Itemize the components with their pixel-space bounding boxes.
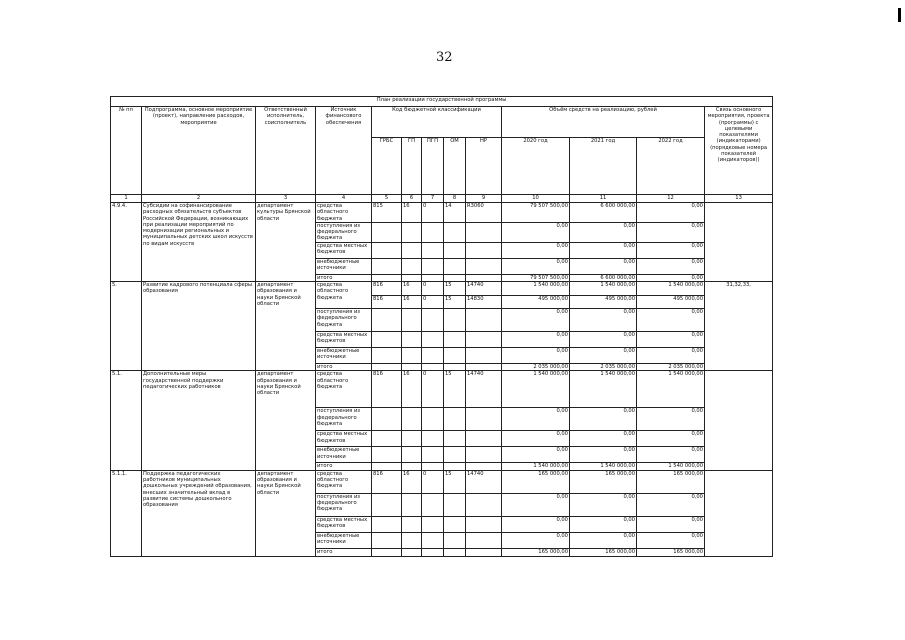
- source-obl: средства областного бюджета: [316, 371, 372, 408]
- value-2021: 0,00: [570, 222, 637, 242]
- code-empty: [372, 431, 402, 447]
- indicator-cell: [705, 371, 773, 470]
- total-2022: 2 035 000,00: [637, 364, 705, 371]
- row-responsible: департамент образования и науки Брянской области: [256, 371, 316, 470]
- source-mest: средства местных бюджетов: [316, 242, 372, 258]
- value-2020: 0,00: [502, 516, 570, 532]
- code-empty: [372, 548, 402, 556]
- value-2020: 0,00: [502, 431, 570, 447]
- code-grbs: 815: [372, 203, 402, 223]
- code-empty: [444, 348, 466, 364]
- code-empty: [402, 431, 422, 447]
- row-number: 5.1.1.: [111, 470, 142, 556]
- code-empty: [402, 222, 422, 242]
- col-header-kbk: Код бюджетной классификации: [372, 107, 502, 138]
- page-number: 32: [436, 50, 453, 65]
- col-number: 6: [402, 195, 422, 203]
- code-empty: [402, 463, 422, 470]
- code-empty: [372, 332, 402, 348]
- value-2022: 0,00: [637, 516, 705, 532]
- code-empty: [466, 548, 502, 556]
- code-empty: [444, 447, 466, 463]
- value-2022: 0,00: [637, 242, 705, 258]
- col-number: 4: [316, 195, 372, 203]
- code-gp: 16: [402, 470, 422, 493]
- code-empty: [422, 493, 444, 516]
- code-empty: [444, 222, 466, 242]
- value-2021: 0,00: [570, 493, 637, 516]
- table-row: [111, 470, 773, 493]
- row-program-name: Поддержка педагогических работников муниципальных дошкольных учреждений образования, внесших значительный вклад в развитие системы дошкольного образования: [142, 470, 256, 556]
- code-grbs: 816: [372, 371, 402, 408]
- source-vne: внебюджетные источники: [316, 532, 372, 548]
- row-responsible: департамент образования и науки Брянской области: [256, 282, 316, 371]
- code-empty: [422, 348, 444, 364]
- value-2021: 0,00: [570, 348, 637, 364]
- value-2020: 0,00: [502, 348, 570, 364]
- value-2021: 165 000,00: [570, 470, 637, 493]
- code-empty: [372, 274, 402, 281]
- value-2022: 0,00: [637, 431, 705, 447]
- code-gp: 16: [402, 282, 422, 296]
- table-row: [111, 282, 773, 296]
- col-header-no: № пп: [111, 107, 142, 195]
- value-2022: 0,00: [637, 447, 705, 463]
- col-number: 9: [466, 195, 502, 203]
- code-empty: [422, 532, 444, 548]
- code-grbs: 816: [372, 282, 402, 296]
- code-empty: [444, 516, 466, 532]
- value-2022: 1 540 000,00: [637, 371, 705, 408]
- code-empty: [422, 548, 444, 556]
- value-2020: 0,00: [502, 493, 570, 516]
- row-responsible: департамент образования и науки Брянской области: [256, 470, 316, 556]
- value-2021: 0,00: [570, 258, 637, 274]
- code-nr: R3060: [466, 203, 502, 223]
- code-empty: [444, 364, 466, 371]
- source-itogo: итого: [316, 548, 372, 556]
- code-empty: [372, 447, 402, 463]
- col-number: 1: [111, 195, 142, 203]
- code-empty: [466, 516, 502, 532]
- row-responsible: департамент культуры Брянской области: [256, 203, 316, 282]
- code-empty: [422, 332, 444, 348]
- code-nr: 14740: [466, 371, 502, 408]
- code-empty: [466, 408, 502, 431]
- source-vne: внебюджетные источники: [316, 258, 372, 274]
- col-header-2021: 2021 год: [570, 138, 637, 195]
- code-empty: [444, 548, 466, 556]
- code-empty: [402, 516, 422, 532]
- col-number: 8: [444, 195, 466, 203]
- code-empty: [422, 309, 444, 332]
- value-2022: 0,00: [637, 332, 705, 348]
- source-fed: поступления из федерального бюджета: [316, 493, 372, 516]
- code-empty: [444, 274, 466, 281]
- value-2021: 0,00: [570, 516, 637, 532]
- total-2022: 165 000,00: [637, 548, 705, 556]
- code-empty: [466, 463, 502, 470]
- code-empty: [444, 242, 466, 258]
- total-2020: 79 507 500,00: [502, 274, 570, 281]
- code-empty: [466, 274, 502, 281]
- code-empty: [402, 532, 422, 548]
- code-grbs: 816: [372, 470, 402, 493]
- code-empty: [422, 463, 444, 470]
- program-plan-table: [110, 96, 773, 557]
- row-number: 5.: [111, 282, 142, 371]
- total-2020: 1 540 000,00: [502, 463, 570, 470]
- col-number: 13: [705, 195, 773, 203]
- code-empty: [402, 309, 422, 332]
- value-2020: 495 000,00: [502, 296, 570, 309]
- value-2022: 0,00: [637, 222, 705, 242]
- value-2021: 0,00: [570, 408, 637, 431]
- row-program-name: Развитие кадрового потенциала сферы образования: [142, 282, 256, 371]
- code-pgp: 0: [422, 470, 444, 493]
- code-empty: [466, 258, 502, 274]
- code-empty: [444, 309, 466, 332]
- col-header-program: Подпрограмма, основное мероприятие (проект), направление расходов, мероприятие: [142, 107, 256, 195]
- col-number: 7: [422, 195, 444, 203]
- code-gp: 16: [402, 371, 422, 408]
- code-empty: [466, 348, 502, 364]
- table-row: [111, 203, 773, 223]
- code-om: 15: [444, 470, 466, 493]
- col-number: 3: [256, 195, 316, 203]
- code-empty: [444, 258, 466, 274]
- code-empty: [372, 532, 402, 548]
- code-empty: [422, 516, 444, 532]
- value-2020: 165 000,00: [502, 470, 570, 493]
- value-2022: 0,00: [637, 493, 705, 516]
- total-2021: 2 035 000,00: [570, 364, 637, 371]
- code-empty: [402, 258, 422, 274]
- col-header-2022: 2022 год: [637, 138, 705, 195]
- code-empty: [422, 222, 444, 242]
- source-itogo: итого: [316, 463, 372, 470]
- value-2021: 1 540 000,00: [570, 371, 637, 408]
- col-header-responsible: Ответственный исполнитель, соисполнитель: [256, 107, 316, 195]
- code-empty: [402, 242, 422, 258]
- value-2020: 0,00: [502, 532, 570, 548]
- code-empty: [444, 408, 466, 431]
- col-header-source: Источник финансового обеспечения: [316, 107, 372, 195]
- code-empty: [372, 222, 402, 242]
- code-empty: [444, 431, 466, 447]
- col-number: 11: [570, 195, 637, 203]
- source-mest: средства местных бюджетов: [316, 431, 372, 447]
- code-empty: [466, 222, 502, 242]
- value-2022: 0,00: [637, 532, 705, 548]
- col-header-grbs: ГРБС: [372, 138, 402, 195]
- code-empty: [402, 274, 422, 281]
- code-empty: [372, 516, 402, 532]
- code-empty: [402, 348, 422, 364]
- total-2020: 165 000,00: [502, 548, 570, 556]
- code-empty: [422, 364, 444, 371]
- value-2021: 0,00: [570, 242, 637, 258]
- row-program-name: Субсидии на софинансирование расходных обязательств субъектов Российской Федерации, возникающих при реализации мероприятий по модернизации региональных и муниципальных детских школ искусств по видам искусств: [142, 203, 256, 282]
- code-empty: [466, 447, 502, 463]
- code-empty: [466, 532, 502, 548]
- value-2022: 0,00: [637, 203, 705, 223]
- value-2020: 0,00: [502, 258, 570, 274]
- code-empty: [466, 493, 502, 516]
- code-empty: [372, 258, 402, 274]
- value-2020: 0,00: [502, 242, 570, 258]
- code-empty: [372, 348, 402, 364]
- code-empty: [466, 309, 502, 332]
- value-2022: 0,00: [637, 258, 705, 274]
- code-gp: 16: [402, 296, 422, 309]
- code-empty: [444, 493, 466, 516]
- code-empty: [372, 309, 402, 332]
- value-2021: 0,00: [570, 431, 637, 447]
- col-header-om: ОМ: [444, 138, 466, 195]
- value-2021: 6 600 000,00: [570, 203, 637, 223]
- total-2022: 0,00: [637, 274, 705, 281]
- code-empty: [402, 447, 422, 463]
- code-empty: [444, 463, 466, 470]
- value-2021: 0,00: [570, 447, 637, 463]
- code-empty: [402, 548, 422, 556]
- code-empty: [466, 364, 502, 371]
- code-empty: [466, 242, 502, 258]
- table-row: [111, 371, 773, 408]
- col-header-2020: 2020 год: [502, 138, 570, 195]
- source-obl: средства областного бюджета: [316, 470, 372, 493]
- row-number: 4.9.4.: [111, 203, 142, 282]
- code-empty: [444, 332, 466, 348]
- source-itogo: итого: [316, 364, 372, 371]
- source-obl: средства областного бюджета: [316, 282, 372, 309]
- code-empty: [422, 408, 444, 431]
- code-empty: [372, 364, 402, 371]
- value-2021: 1 540 000,00: [570, 282, 637, 296]
- code-empty: [422, 447, 444, 463]
- source-fed: поступления из федерального бюджета: [316, 222, 372, 242]
- col-header-pgp: ПГП: [422, 138, 444, 195]
- code-empty: [422, 258, 444, 274]
- code-pgp: 0: [422, 371, 444, 408]
- code-empty: [466, 431, 502, 447]
- value-2020: 79 507 500,00: [502, 203, 570, 223]
- table-body: [111, 97, 773, 557]
- code-empty: [444, 532, 466, 548]
- col-header-link: Связь основного мероприятия, проекта (программы) с целевыми показателями (индикаторами) (порядковые номера показателей (индикаторов)): [705, 107, 773, 195]
- col-header-volume: Объём средств на реализацию, рублей: [502, 107, 705, 138]
- value-2020: 0,00: [502, 222, 570, 242]
- source-vne: внебюджетные источники: [316, 348, 372, 364]
- code-om: 15: [444, 371, 466, 408]
- code-empty: [422, 242, 444, 258]
- total-2021: 1 540 000,00: [570, 463, 637, 470]
- code-gp: 16: [402, 203, 422, 223]
- code-empty: [402, 364, 422, 371]
- value-2022: 0,00: [637, 309, 705, 332]
- value-2021: 0,00: [570, 532, 637, 548]
- source-mest: средства местных бюджетов: [316, 332, 372, 348]
- value-2021: 0,00: [570, 309, 637, 332]
- value-2020: 0,00: [502, 332, 570, 348]
- code-empty: [372, 493, 402, 516]
- code-empty: [372, 242, 402, 258]
- source-fed: поступления из федерального бюджета: [316, 309, 372, 332]
- col-number: 10: [502, 195, 570, 203]
- value-2022: 165 000,00: [637, 470, 705, 493]
- source-vne: внебюджетные источники: [316, 447, 372, 463]
- value-2020: 0,00: [502, 309, 570, 332]
- value-2022: 495 000,00: [637, 296, 705, 309]
- code-empty: [422, 274, 444, 281]
- value-2021: 0,00: [570, 332, 637, 348]
- code-pgp: 0: [422, 282, 444, 296]
- value-2020: 0,00: [502, 447, 570, 463]
- code-empty: [402, 493, 422, 516]
- value-2022: 1 540 000,00: [637, 282, 705, 296]
- code-pgp: 0: [422, 203, 444, 223]
- value-2020: 0,00: [502, 408, 570, 431]
- indicator-cell: [705, 203, 773, 282]
- source-obl: средства областного бюджета: [316, 203, 372, 223]
- code-empty: [372, 463, 402, 470]
- source-fed: поступления из федерального бюджета: [316, 408, 372, 431]
- source-itogo: итого: [316, 274, 372, 281]
- code-empty: [466, 332, 502, 348]
- code-empty: [402, 408, 422, 431]
- col-header-gp: ГП: [402, 138, 422, 195]
- code-empty: [422, 431, 444, 447]
- code-om: 15: [444, 296, 466, 309]
- code-om: 14: [444, 203, 466, 223]
- col-header-nr: НР: [466, 138, 502, 195]
- value-2021: 495 000,00: [570, 296, 637, 309]
- col-number: 5: [372, 195, 402, 203]
- code-empty: [402, 332, 422, 348]
- value-2022: 0,00: [637, 348, 705, 364]
- total-2021: 6 600 000,00: [570, 274, 637, 281]
- code-nr: 14740: [466, 282, 502, 296]
- code-nr: 14740: [466, 470, 502, 493]
- col-number: 2: [142, 195, 256, 203]
- source-mest: средства местных бюджетов: [316, 516, 372, 532]
- code-pgp: 0: [422, 296, 444, 309]
- code-grbs: 816: [372, 296, 402, 309]
- edge-mark: [898, 8, 901, 22]
- plan-title: План реализации государственной программы: [111, 97, 773, 107]
- value-2020: 1 540 000,00: [502, 371, 570, 408]
- value-2020: 1 540 000,00: [502, 282, 570, 296]
- col-number: 12: [637, 195, 705, 203]
- indicator-cell: [705, 470, 773, 556]
- total-2020: 2 035 000,00: [502, 364, 570, 371]
- total-2022: 1 540 000,00: [637, 463, 705, 470]
- code-empty: [372, 408, 402, 431]
- indicator-cell: 31,32,33,: [705, 282, 773, 371]
- code-om: 15: [444, 282, 466, 296]
- row-number: 5.1.: [111, 371, 142, 470]
- value-2022: 0,00: [637, 408, 705, 431]
- row-program-name: Дополнительные меры государственной поддержки педагогических работников: [142, 371, 256, 470]
- code-nr: 14830: [466, 296, 502, 309]
- total-2021: 165 000,00: [570, 548, 637, 556]
